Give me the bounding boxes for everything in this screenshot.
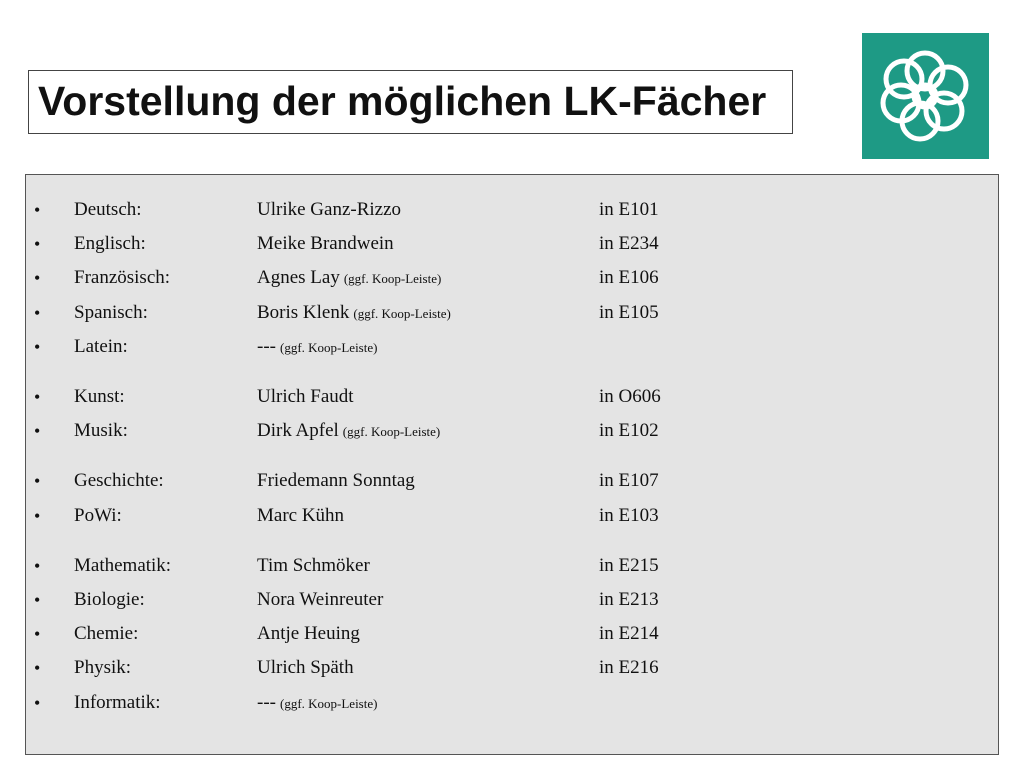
teacher-name — [257, 332, 377, 363]
teacher-name — [257, 501, 344, 531]
bullet-icon: • — [34, 624, 41, 645]
teacher-text: Ulrike Ganz-Rizzo — [257, 199, 402, 220]
teacher-name — [257, 229, 394, 259]
teacher-text: Tim Schmöker — [257, 554, 370, 576]
teacher-text: Boris Klenk — [257, 301, 350, 323]
rose-icon — [862, 33, 989, 159]
room-label: in E107 — [599, 470, 659, 492]
bullet-icon: • — [34, 336, 41, 357]
teacher-name — [257, 298, 451, 329]
subject-label: Geschichte: — [74, 470, 164, 492]
teacher-name — [257, 551, 370, 581]
teacher-name — [257, 688, 377, 719]
teacher-name — [257, 195, 401, 225]
list-item — [26, 688, 998, 718]
room-label: in O606 — [599, 386, 661, 407]
list-item — [26, 653, 998, 683]
bullet-icon: • — [34, 302, 41, 323]
list-item — [26, 382, 998, 412]
subject-label: PoWi: — [74, 504, 122, 526]
bullet-icon: • — [34, 692, 41, 713]
room-label: in E215 — [599, 554, 659, 576]
room-label: in E214 — [599, 623, 659, 645]
room-label: in E105 — [599, 301, 659, 323]
list-item — [26, 466, 998, 496]
bullet-icon: • — [34, 505, 41, 526]
list-item — [26, 585, 998, 615]
subject-label: Deutsch: — [74, 199, 142, 220]
koop-note: (ggf. Koop-Leiste) — [343, 271, 442, 287]
room-label: in E103 — [599, 504, 659, 526]
teacher-text: --- — [257, 335, 276, 357]
page-title: Vorstellung der möglichen LK-Fächer — [38, 78, 767, 124]
subject-label: Biologie: — [74, 589, 145, 610]
teacher-text: Nora Weinreuter — [257, 589, 384, 610]
bullet-icon: • — [34, 471, 41, 492]
subject-label: Chemie: — [74, 623, 139, 645]
bullet-icon: • — [34, 658, 41, 679]
room-label: in E106 — [599, 267, 659, 289]
teacher-name — [257, 619, 360, 649]
teacher-text: Ulrich Faudt — [257, 386, 354, 407]
koop-note: (ggf. Koop-Leiste) — [279, 695, 378, 711]
teacher-text: Meike Brandwein — [257, 233, 394, 255]
list-item — [26, 332, 998, 362]
koop-note: (ggf. Koop-Leiste) — [279, 339, 378, 355]
teacher-name — [257, 382, 354, 412]
subject-label: Kunst: — [74, 386, 125, 407]
bullet-icon: • — [34, 234, 41, 255]
subject-label: Spanisch: — [74, 301, 148, 323]
subject-label: Mathematik: — [74, 554, 172, 576]
teacher-name — [257, 416, 440, 447]
teacher-text: Marc Kühn — [257, 504, 345, 526]
room-label: in E102 — [599, 420, 659, 442]
subject-list — [25, 174, 999, 755]
room-label: in E216 — [599, 657, 659, 679]
list-item — [26, 298, 998, 328]
list-item — [26, 501, 998, 531]
teacher-name — [257, 263, 441, 294]
subject-label: Physik: — [74, 657, 132, 679]
bullet-icon: • — [34, 268, 41, 289]
teacher-name — [257, 653, 354, 683]
bullet-icon: • — [34, 590, 41, 610]
koop-note: (ggf. Koop-Leiste) — [342, 424, 441, 440]
teacher-text: Dirk Apfel — [257, 420, 339, 442]
bullet-icon: • — [34, 555, 41, 576]
subject-label: Musik: — [74, 420, 128, 442]
koop-note: (ggf. Koop-Leiste) — [353, 305, 451, 321]
logo — [862, 33, 989, 159]
room-label: in E101 — [599, 199, 659, 220]
bullet-icon: • — [34, 200, 41, 220]
list-item — [26, 619, 998, 649]
subject-label: Informatik: — [74, 691, 161, 713]
subject-label: Französisch: — [74, 267, 171, 289]
teacher-text: Agnes Lay — [257, 267, 340, 289]
teacher-name — [257, 585, 383, 615]
subject-label: Englisch: — [74, 233, 146, 255]
teacher-text: --- — [257, 691, 276, 713]
teacher-text: Friedemann Sonntag — [257, 470, 415, 492]
teacher-name — [257, 466, 415, 496]
bullet-icon: • — [34, 387, 41, 407]
list-item — [26, 416, 998, 446]
teacher-text: Antje Heuing — [257, 623, 360, 645]
teacher-text: Ulrich Späth — [257, 657, 354, 679]
list-item — [26, 551, 998, 581]
subject-label: Latein: — [74, 335, 128, 357]
list-item — [26, 263, 998, 293]
list-item — [26, 229, 998, 259]
room-label: in E213 — [599, 589, 659, 610]
room-label: in E234 — [599, 233, 659, 255]
list-item — [26, 195, 998, 225]
bullet-icon: • — [34, 421, 41, 442]
